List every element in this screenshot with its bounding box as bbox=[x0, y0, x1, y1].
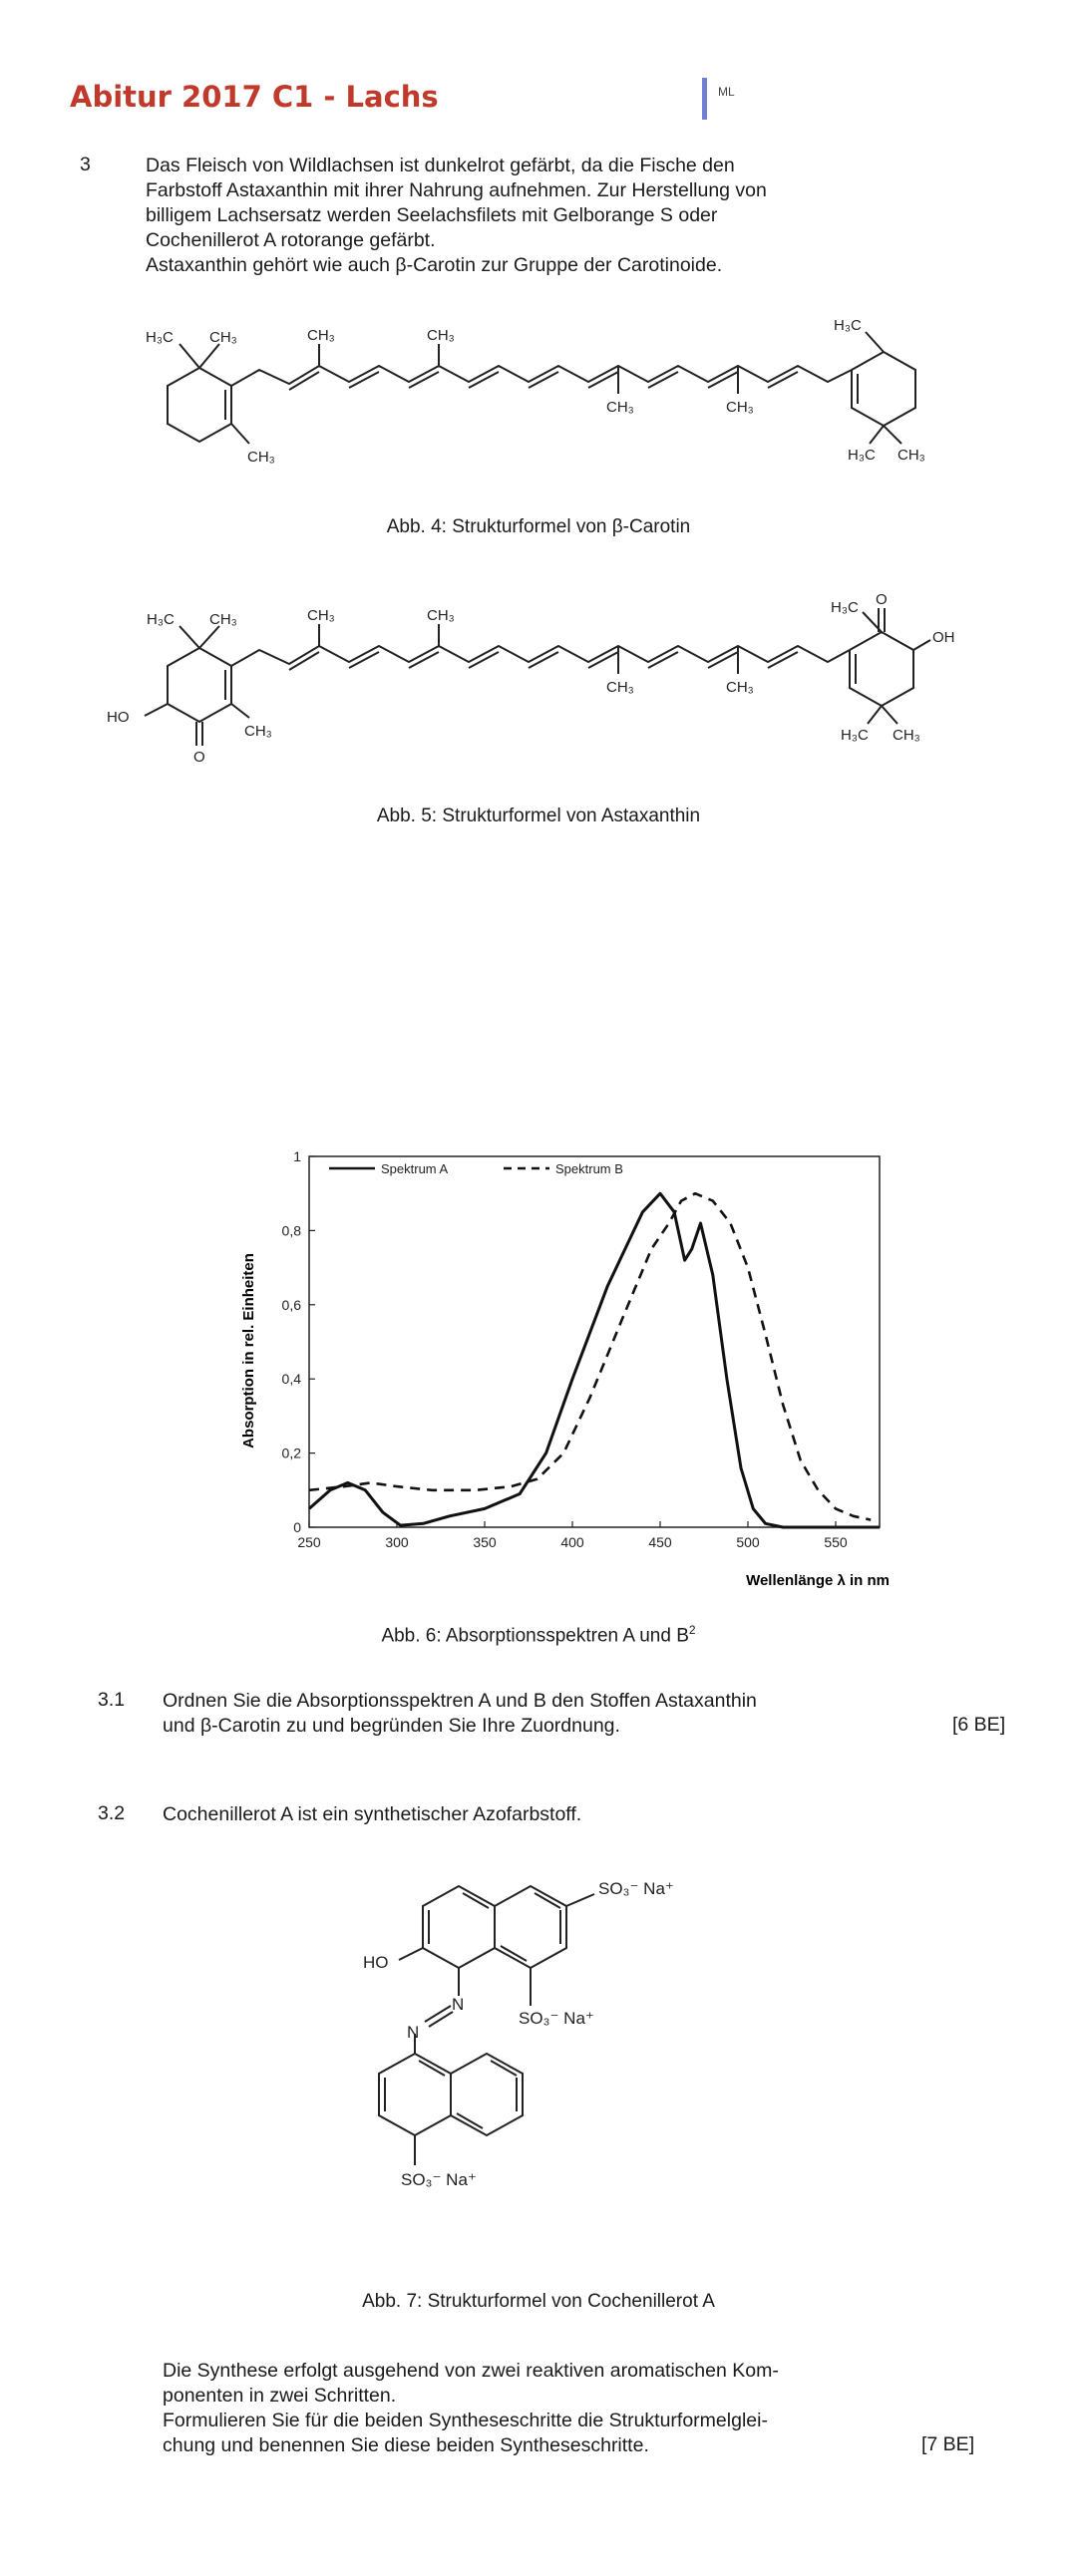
figure-4-caption: Abb. 4: Strukturformel von β-Carotin bbox=[386, 516, 691, 537]
right-ring bbox=[852, 352, 915, 426]
y-tick-label: 0,2 bbox=[281, 1445, 301, 1461]
label: CH₃ bbox=[209, 329, 237, 346]
task32-intro: Cochenillerot A ist ein synthetischer Azofarbstoff. bbox=[163, 1803, 582, 1825]
y-tick-label: 0,6 bbox=[281, 1296, 301, 1313]
label: CH₃ bbox=[307, 327, 335, 344]
series-line-b bbox=[309, 1193, 871, 1519]
task-number: 3 bbox=[80, 154, 91, 175]
naphthalene-right-ring bbox=[495, 1886, 566, 1968]
label: OH bbox=[932, 629, 955, 646]
label: H₃C bbox=[831, 599, 859, 616]
task31-text bbox=[163, 1689, 920, 1739]
x-tick-label: 400 bbox=[560, 1534, 584, 1550]
label: O bbox=[876, 591, 888, 608]
x-tick-label: 350 bbox=[473, 1534, 497, 1550]
label: CH₃ bbox=[427, 607, 455, 624]
label: CH₃ bbox=[247, 449, 275, 466]
figure-6-caption-text: Abb. 6: Absorptionsspektren A und B bbox=[381, 1625, 689, 1647]
task31-line: und β-Carotin zu und begründen Sie Ihre Zuordnung. bbox=[163, 1715, 620, 1737]
task32-line: ponenten in zwei Schritten. bbox=[163, 2385, 397, 2407]
task32-line: chung und benennen Sie diese beiden Syntheseschritte. bbox=[163, 2434, 649, 2456]
task3-line: Astaxanthin gehört wie auch β-Carotin zur Gruppe der Carotinoide. bbox=[146, 254, 723, 276]
y-tick-label: 1 bbox=[293, 1148, 301, 1164]
task3-line: Das Fleisch von Wildlachsen ist dunkelrot gefärbt, da die Fische den bbox=[146, 155, 735, 176]
label: N bbox=[407, 2023, 420, 2042]
x-axis-label: Wellenlänge λ in nm bbox=[746, 1572, 890, 1589]
label: SO₃⁻ Na⁺ bbox=[519, 2009, 594, 2028]
label: CH₃ bbox=[726, 679, 754, 696]
task3-text bbox=[146, 154, 943, 278]
polyene-chain bbox=[231, 646, 850, 666]
task3-line: Cochenillerot A rotorange gefärbt. bbox=[146, 229, 436, 251]
label: CH₃ bbox=[244, 723, 272, 740]
x-tick-label: 300 bbox=[385, 1534, 409, 1550]
task31-line: Ordnen Sie die Absorptionsspektren A und B den Stoffen Astaxanthin bbox=[163, 1690, 757, 1712]
label: SO₃⁻ Na⁺ bbox=[401, 2170, 477, 2189]
label: CH₃ bbox=[606, 679, 634, 696]
label: CH₃ bbox=[898, 447, 925, 464]
figure-7-caption: Abb. 7: Strukturformel von Cochenillerot A bbox=[362, 2291, 715, 2312]
label: H₃C bbox=[848, 447, 876, 464]
task32-line: Die Synthese erfolgt ausgehend von zwei reaktiven aromatischen Kom- bbox=[163, 2360, 779, 2382]
x-tick-label: 450 bbox=[648, 1534, 672, 1550]
label: N bbox=[452, 1995, 465, 2014]
left-ring bbox=[168, 648, 231, 722]
lower-right-ring bbox=[451, 2054, 523, 2135]
task-number: 3.1 bbox=[98, 1689, 126, 1711]
beta-carotene-structure bbox=[120, 314, 957, 498]
y-tick-label: 0,8 bbox=[281, 1222, 301, 1239]
plot-frame bbox=[309, 1156, 880, 1527]
label: H₃C bbox=[841, 727, 869, 744]
margin-marker-text: ML bbox=[718, 85, 735, 99]
label: H₃C bbox=[147, 611, 175, 628]
right-ring bbox=[850, 632, 913, 706]
label: CH₃ bbox=[726, 399, 754, 416]
page-title: Abitur 2017 C1 - Lachs bbox=[70, 80, 439, 114]
points-badge: [6 BE] bbox=[952, 1714, 1006, 1736]
points-badge: [7 BE] bbox=[921, 2433, 975, 2455]
cochenillerot-structure bbox=[349, 1856, 788, 2275]
task-number: 3.2 bbox=[98, 1802, 126, 1824]
label: O bbox=[193, 749, 205, 766]
left-ring bbox=[168, 368, 231, 442]
legend-label: Spektrum B bbox=[555, 1161, 623, 1176]
series-line-a bbox=[309, 1193, 880, 1527]
y-axis-label: Absorption in rel. Einheiten bbox=[240, 1253, 257, 1449]
figure-5-caption: Abb. 5: Strukturformel von Astaxanthin bbox=[376, 805, 701, 826]
y-tick-label: 0,4 bbox=[281, 1371, 301, 1388]
x-tick-label: 250 bbox=[297, 1534, 321, 1550]
polyene-chain bbox=[231, 366, 852, 386]
footnote-ref: 2 bbox=[688, 1623, 696, 1637]
margin-marker-bar bbox=[702, 78, 707, 120]
astaxanthin-structure bbox=[95, 568, 972, 798]
label: CH₃ bbox=[209, 611, 237, 628]
absorption-chart bbox=[229, 1136, 907, 1605]
naphthalene-left-ring bbox=[423, 1886, 495, 1968]
task3-line: billigem Lachsersatz werden Seelachsfilets mit Gelborange S oder bbox=[146, 204, 718, 226]
lower-left-ring bbox=[379, 2054, 451, 2135]
label: H₃C bbox=[146, 329, 174, 346]
label: CH₃ bbox=[606, 399, 634, 416]
x-tick-label: 550 bbox=[824, 1534, 848, 1550]
label: H₃C bbox=[834, 317, 862, 334]
label: CH₃ bbox=[893, 727, 920, 744]
legend-label: Spektrum A bbox=[381, 1161, 449, 1176]
label: HO bbox=[107, 709, 130, 726]
label: CH₃ bbox=[427, 327, 455, 344]
figure-6-caption bbox=[0, 1623, 1077, 1647]
task32-text bbox=[163, 2359, 920, 2458]
y-tick-label: 0 bbox=[293, 1519, 301, 1535]
task3-line: Farbstoff Astaxanthin mit ihrer Nahrung aufnehmen. Zur Herstellung von bbox=[146, 179, 767, 201]
task32-line: Formulieren Sie für die beiden Syntheseschritte die Strukturformelglei- bbox=[163, 2410, 768, 2431]
label: SO₃⁻ Na⁺ bbox=[598, 1879, 674, 1898]
label: HO bbox=[363, 1953, 389, 1972]
label: CH₃ bbox=[307, 607, 335, 624]
x-tick-label: 500 bbox=[736, 1534, 760, 1550]
